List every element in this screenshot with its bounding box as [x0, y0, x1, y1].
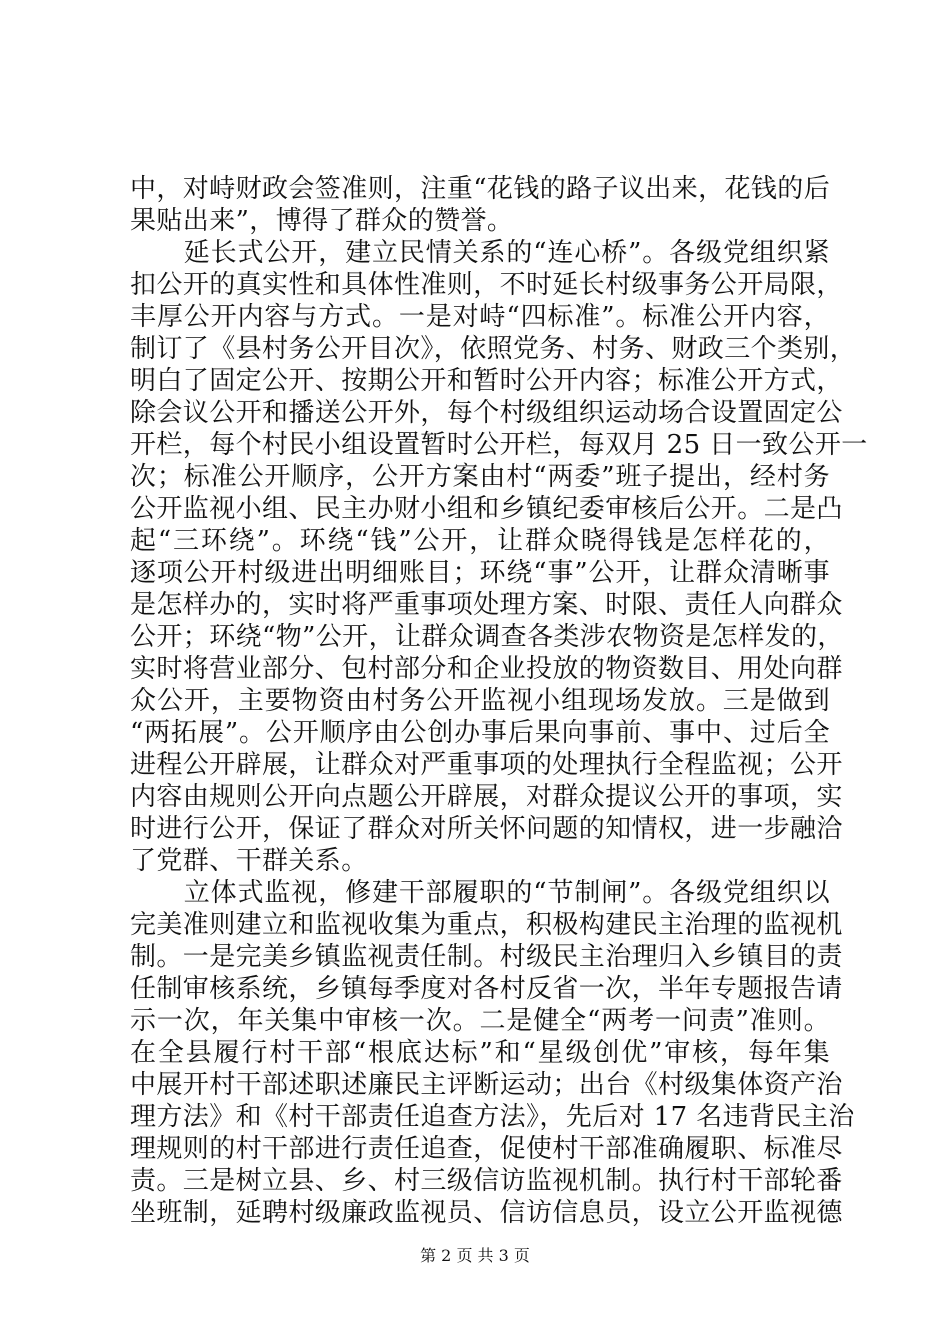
body-text-line: 扣公开的真实性和具体性准则，不时延长村级事务公开局限， [130, 270, 843, 300]
body-text-line: 次；标准公开顺序，公开方案由村“两委”班子提出，经村务 [130, 462, 830, 492]
page-number-footer: 第 2 页 共 3 页 [420, 1246, 530, 1265]
body-text-line: 丰厚公开内容与方式。一是对峙“四标准”。标准公开内容， [130, 302, 830, 332]
body-text-line: 公开；环绕“物”公开，让群众调查各类涉农物资是怎样发的， [130, 622, 844, 652]
body-text-line: 了党群、干群关系。 [130, 846, 368, 876]
body-text-line: 除会议公开和播送公开外，每个村级组织运动场合设置固定公 [130, 398, 843, 428]
body-text-line: 延长式公开，建立民情关系的“连心桥”。各级党组织紧 [130, 238, 830, 268]
body-text-line: 实时将营业部分、包村部分和企业投放的物资数目、用处向群 [130, 654, 843, 684]
body-text-line: 内容由规则公开向点题公开辟展，对群众提议公开的事项，实 [130, 782, 843, 812]
body-text-line: 时进行公开，保证了群众对所关怀问题的知情权，进一步融洽 [130, 814, 843, 844]
body-text-line: 公开监视小组、民主办财小组和乡镇纪委审核后公开。二是凸 [130, 494, 843, 524]
body-text-line: 中展开村干部述职述廉民主评断运动；出台《村级集体资产治 [130, 1070, 843, 1100]
body-text-line: 众公开，主要物资由村务公开监视小组现场发放。三是做到 [130, 686, 830, 716]
body-text-line: 示一次，年关集中审核一次。二是健全“两考一问责”准则。 [130, 1006, 830, 1036]
body-text-line: 开栏，每个村民小组设置暂时公开栏，每双月 25 日一致公开一 [130, 430, 868, 460]
body-text-line: 进程公开辟展，让群众对严重事项的处理执行全程监视；公开 [130, 750, 843, 780]
body-text-line: “两拓展”。公开顺序由公创办事后果向事前、事中、过后全 [130, 718, 830, 748]
body-text-line: 坐班制，延聘村级廉政监视员、信访信息员，设立公开监视德 [130, 1198, 843, 1228]
body-text-line: 果贴出来”，博得了群众的赞誉。 [130, 206, 514, 236]
body-text-line: 责。三是树立县、乡、村三级信访监视机制。执行村干部轮番 [130, 1166, 843, 1196]
body-text-line: 制订了《县村务公开目次》，依照党务、村务、财政三个类别， [130, 334, 857, 364]
body-text-line: 理规则的村干部进行责任追查，促使村干部准确履职、标准尽 [130, 1134, 843, 1164]
body-text-line: 制。一是完美乡镇监视责任制。村级民主治理归入乡镇目的责 [130, 942, 843, 972]
body-text-line: 理方法》和《村干部责任追查方法》，先后对 17 名违背民主治 [130, 1102, 855, 1132]
body-text-line: 逐项公开村级进出明细账目；环绕“事”公开，让群众清晰事 [130, 558, 830, 588]
body-text-line: 是怎样办的，实时将严重事项处理方案、时限、责任人向群众 [130, 590, 843, 620]
body-text-line: 完美准则建立和监视收集为重点，积极构建民主治理的监视机 [130, 910, 843, 940]
body-text-line: 立体式监视，修建干部履职的“节制闸”。各级党组织以 [130, 878, 830, 908]
body-text-line: 中，对峙财政会签准则，注重“花钱的路子议出来，花钱的后 [130, 174, 831, 204]
body-text-line: 任制审核系统，乡镇每季度对各村反省一次，半年专题报告请 [130, 974, 843, 1004]
body-text-line: 在全县履行村干部“根底达标”和“星级创优”审核，每年集 [130, 1038, 830, 1068]
body-text-line: 起“三环绕”。环绕“钱”公开，让群众晓得钱是怎样花的， [130, 526, 830, 556]
body-text-line: 明白了固定公开、按期公开和暂时公开内容；标准公开方式， [130, 366, 843, 396]
